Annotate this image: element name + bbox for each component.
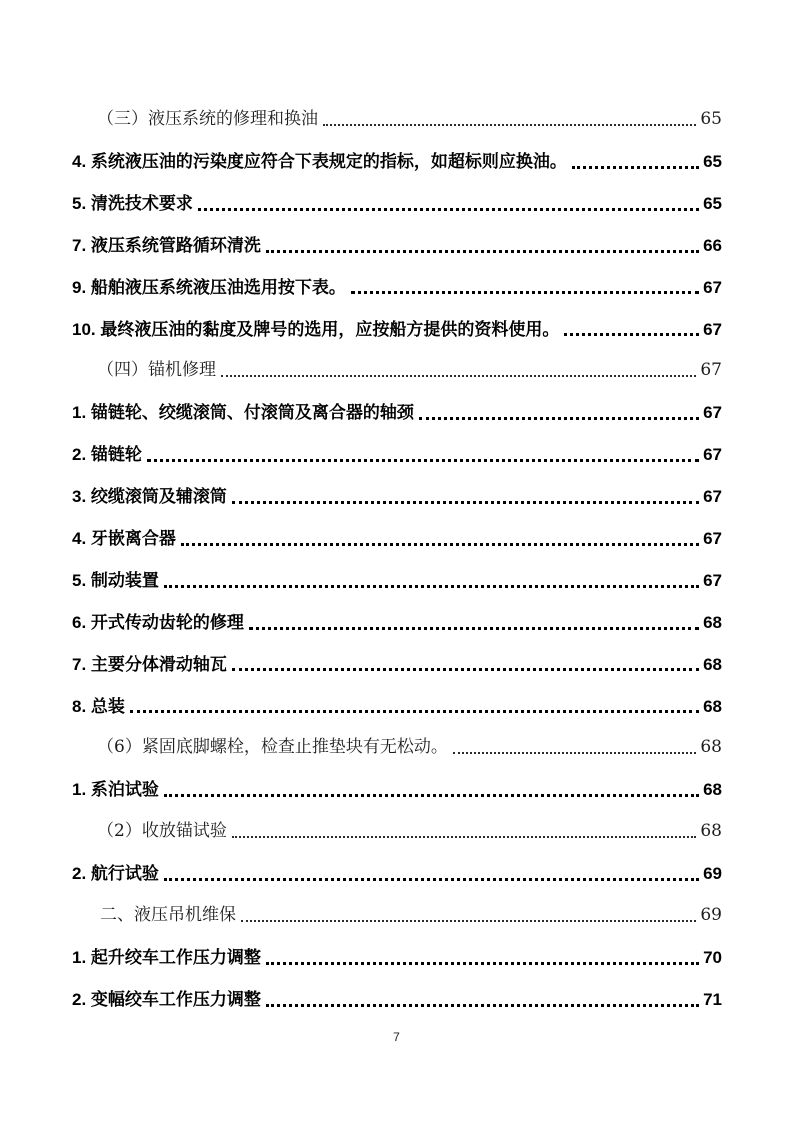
toc-entry-title: 4. 牙嵌离合器 <box>72 528 176 548</box>
toc-entry[interactable] <box>72 769 722 811</box>
toc-entry-page-number: 68 <box>700 737 722 758</box>
toc-entry-title: （6）紧固底脚螺栓，检查止推垫块有无松动。 <box>97 737 448 758</box>
toc-entry[interactable] <box>72 727 722 769</box>
toc-entry[interactable] <box>72 811 722 853</box>
dot-leader <box>323 124 696 126</box>
toc-entry-title: 7. 主要分体滑动轴瓦 <box>72 654 227 674</box>
dot-leader <box>130 710 699 713</box>
dot-leader <box>453 752 697 754</box>
toc-entry[interactable] <box>72 518 722 560</box>
toc-entry-title: （三）液压系统的修理和换油 <box>97 109 318 130</box>
toc-entry[interactable] <box>72 979 722 1021</box>
toc-entry-page-number: 69 <box>703 864 722 884</box>
toc-entry[interactable] <box>72 602 722 644</box>
toc-entry-page-number: 66 <box>703 235 722 255</box>
toc-entry-page-number: 68 <box>700 821 722 842</box>
toc-entry[interactable] <box>72 267 722 309</box>
toc-entry-page-number: 67 <box>703 570 722 590</box>
toc-entry[interactable] <box>72 685 722 727</box>
toc-entry[interactable] <box>72 392 722 434</box>
toc-entry-title: 10. 最终液压油的黏度及牌号的选用，应按船方提供的资料使用。 <box>72 319 560 339</box>
toc-entry-title: 8. 总装 <box>72 696 125 716</box>
dot-leader <box>419 417 699 420</box>
toc-entry-title: 2. 锚链轮 <box>72 445 142 465</box>
dot-leader <box>232 668 699 671</box>
toc-entry[interactable] <box>72 895 722 937</box>
toc-entry-page-number: 67 <box>703 403 722 423</box>
toc-entry-title: 5. 清洗技术要求 <box>72 193 193 213</box>
toc-entry-page-number: 67 <box>703 445 722 465</box>
toc-entry[interactable] <box>72 99 722 141</box>
toc-entry-page-number: 67 <box>703 277 722 297</box>
toc-entry[interactable] <box>72 937 722 979</box>
toc-entry-title: （四）锚机修理 <box>97 360 216 381</box>
toc-entry-page-number: 68 <box>703 654 722 674</box>
toc-entry-page-number: 68 <box>703 696 722 716</box>
toc-entry-title: 2. 变幅绞车工作压力调整 <box>72 989 261 1009</box>
toc-entry[interactable] <box>72 476 722 518</box>
toc-entry-page-number: 65 <box>703 193 722 213</box>
toc-entry-page-number: 67 <box>703 319 722 339</box>
toc-entry-page-number: 65 <box>703 151 722 171</box>
footer-page-number: 7 <box>393 1030 400 1044</box>
dot-leader <box>232 836 697 838</box>
toc-entry[interactable] <box>72 183 722 225</box>
dot-leader <box>221 375 696 377</box>
dot-leader <box>572 166 699 169</box>
toc-entry-page-number: 68 <box>703 780 722 800</box>
toc-entry-title: 3. 绞缆滚筒及辅滚筒 <box>72 487 227 507</box>
toc-entry-title: 5. 制动装置 <box>72 570 159 590</box>
toc-entry-page-number: 69 <box>700 904 722 925</box>
toc-entry-title: 6. 开式传动齿轮的修理 <box>72 612 244 632</box>
toc-entry[interactable] <box>72 434 722 476</box>
toc-entry-title: 1. 系泊试验 <box>72 780 159 800</box>
toc-entry[interactable] <box>72 350 722 392</box>
dot-leader <box>164 794 699 797</box>
toc-entry-page-number: 67 <box>700 360 722 381</box>
dot-leader <box>232 501 699 504</box>
toc-entry-page-number: 70 <box>703 947 722 967</box>
toc-entry-title: 4. 系统液压油的污染度应符合下表规定的指标，如超标则应换油。 <box>72 151 567 171</box>
dot-leader <box>249 627 699 630</box>
toc-entry[interactable] <box>72 225 722 267</box>
toc-entry-title: 7. 液压系统管路循环清洗 <box>72 235 261 255</box>
toc-entry[interactable] <box>72 853 722 895</box>
toc-entry-title: 1. 起升绞车工作压力调整 <box>72 947 261 967</box>
toc-entry-page-number: 68 <box>703 612 722 632</box>
toc-entry-page-number: 67 <box>703 528 722 548</box>
toc-entry-title: 9. 船舶液压系统液压油选用按下表。 <box>72 277 346 297</box>
toc-entry[interactable] <box>72 560 722 602</box>
toc-entry-title: 1. 锚链轮、绞缆滚筒、付滚筒及离合器的轴颈 <box>72 403 414 423</box>
dot-leader <box>351 291 699 294</box>
toc-entry-page-number: 71 <box>703 989 722 1009</box>
toc-entry[interactable] <box>72 141 722 183</box>
dot-leader <box>266 250 699 253</box>
dot-leader <box>164 878 699 881</box>
dot-leader <box>266 1004 699 1007</box>
dot-leader <box>147 459 699 462</box>
dot-leader <box>564 333 699 336</box>
toc-entry-title: （2）收放锚试验 <box>97 821 227 842</box>
toc-entry-title: 2. 航行试验 <box>72 864 159 884</box>
dot-leader <box>266 962 699 965</box>
dot-leader <box>198 208 699 211</box>
toc-entry-page-number: 67 <box>703 487 722 507</box>
page-footer <box>0 1030 793 1044</box>
dot-leader <box>181 543 699 546</box>
dot-leader <box>241 920 696 922</box>
dot-leader <box>164 585 699 588</box>
toc-entry[interactable] <box>72 644 722 686</box>
table-of-contents <box>72 99 722 1021</box>
toc-entry-title: 二、液压吊机维保 <box>100 904 236 925</box>
toc-entry-page-number: 65 <box>700 109 722 130</box>
toc-entry[interactable] <box>72 308 722 350</box>
